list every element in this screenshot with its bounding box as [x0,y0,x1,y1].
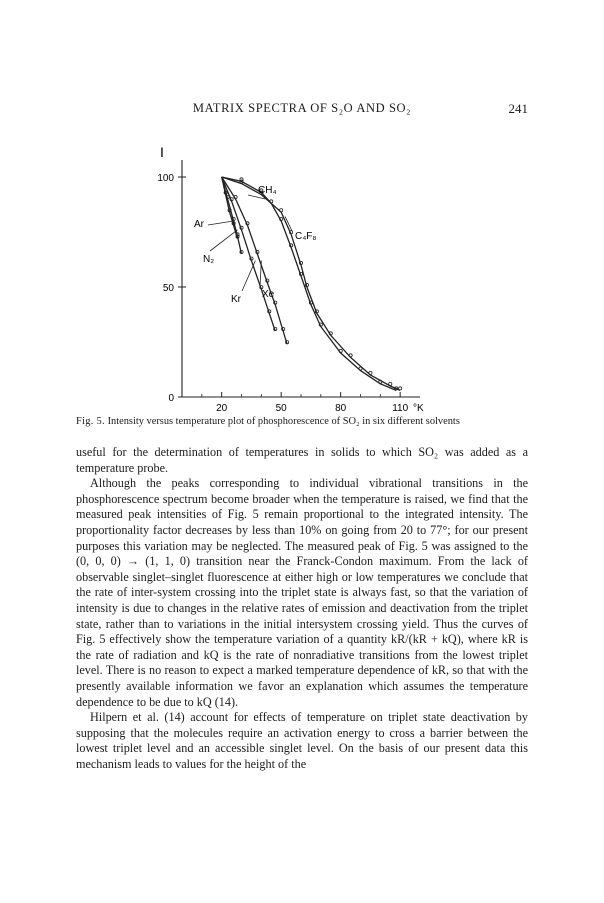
series-leader-2 [242,261,255,291]
caption-text: Intensity versus temperature plot of phosphorescence of SO₂ in six different solvents [107,416,460,427]
series-line-1 [222,177,242,254]
series-label-1: N₂ [203,254,215,265]
series-point-5-11 [389,382,392,385]
series-label-3: Xe [262,289,275,300]
figure [130,135,450,415]
running-title: MATRIX SPECTRA OF S₂O AND SO₂ [192,101,412,115]
running-head [0,101,604,119]
paragraph-3: Hilpern et al. (14) account for effects of temperature on triplet state deactivation by supposing that the molecules require an activation energy to cross a barrier between the lowest triplet level and an accessible singlet level. On the basis of our present data this mechanism leads to values for the height of the [76,710,528,771]
y-axis-label: I [160,144,164,160]
x-tick-label-0: 20 [216,403,228,414]
series-point-5-10 [369,371,372,374]
chart-series [222,177,402,390]
chart-svg [130,135,450,415]
y-tick-label-2: 0 [168,393,174,404]
x-tick-label-3: 110 [392,403,409,414]
y-tick-label-1: 50 [162,283,174,294]
series-line-5 [222,177,401,390]
series-label-4: CH₄ [258,185,277,196]
x-tick-label-1: 50 [275,403,287,414]
y-tick-label-0: 100 [157,173,174,184]
body-text [76,445,528,772]
x-tick-label-2: 80 [335,403,347,414]
series-leader-0 [208,221,234,225]
x-axis-unit: °K [413,403,424,414]
figure-caption [76,415,532,429]
series-leader-1 [210,230,238,251]
series-label-2: Kr [231,294,241,305]
series-label-5: C₄F₈ [295,231,317,242]
series-line-4 [222,177,397,390]
chart-axes [160,144,424,414]
paragraph-1: useful for the determination of temperatures in solids to which SO₂ was added as a temperature probe. [76,445,528,475]
chart-series-labels [194,185,317,305]
caption-label: Fig. 5. [76,416,105,427]
page-number: 241 [508,101,528,116]
series-point-5-12 [399,387,402,390]
paragraph-2: Although the peaks corresponding to individual vibrational transitions in the phosphorescence spectrum become broader when the temperature is raised, we find that the measured peak intensities of Fig. 5 remain proportional to the integrated intensity. The proportionality factor decreases by less than 10% on going from 20 to 77°; for our present purposes this variation may be neglected. The measured peak of Fig. 5 was assigned to the (0, 0, 0) → (1, 1, 0) transition near the Franck-Condon maximum. From the lack of observable singlet–singlet fluorescence at either high or low temperatures we conclude that the rate of inter-system crossing into the triplet state is always fast, so that the variation of intensity is due to changes in the relative rates of emission and deactivation from the triplet state, rather than to variations in the initial intersystem crossing yield. Thus the curves of Fig. 5 effectively show the temperature variation of a quantity kR/(kR + kQ), where kR is the rate of radiation and kQ is the rate of nonradiative transitions from the lowest triplet level. There is no reason to expect a marked temperature dependence of kR, so that with the presently available information we favor an explanation which assumes the temperature dependence to be due to kQ (14). [76,476,528,709]
series-label-0: Ar [194,219,204,230]
